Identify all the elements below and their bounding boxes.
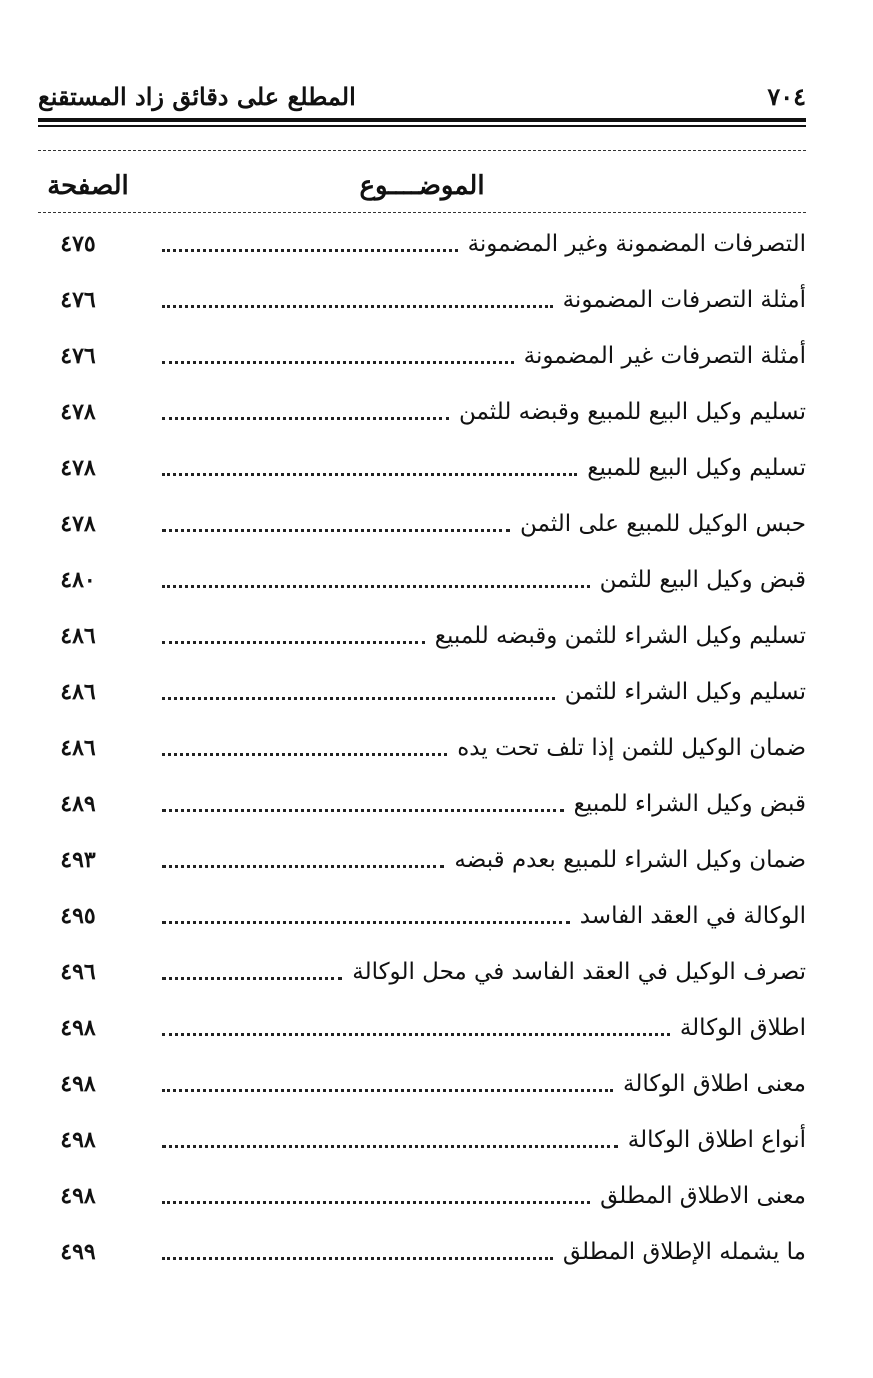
toc-entry (38, 552, 806, 608)
toc-entry-page: ٤٧٦ (60, 343, 96, 369)
dot-leader (162, 1257, 553, 1260)
toc-entry-title: أمثلة التصرفات غير المضمونة (523, 343, 806, 369)
dot-leader (162, 977, 342, 980)
dot-leader (162, 1089, 613, 1092)
toc-entry-page: ٤٩٣ (60, 847, 96, 873)
dot-leader (162, 585, 590, 588)
toc-entry-title: ضمان الوكيل للثمن إذا تلف تحت يده (457, 735, 806, 761)
dot-leader (162, 921, 570, 924)
toc-entry-page: ٤٨٦ (60, 735, 96, 761)
dot-leader (162, 361, 514, 364)
dot-leader (162, 809, 564, 812)
book-title: المطلع على دقائق زاد المستقنع (38, 82, 356, 111)
columns-rule-bottom (38, 212, 806, 213)
toc-entry-title: معنى اطلاق الوكالة (623, 1071, 806, 1097)
toc-entry-title: معنى الاطلاق المطلق (600, 1183, 806, 1209)
toc-entry-page: ٤٨٠ (60, 567, 96, 593)
toc-entry-title: تسليم وكيل البيع للمبيع (587, 455, 806, 481)
toc-entry (38, 328, 806, 384)
dot-leader (162, 305, 553, 308)
toc-entry-title: ضمان وكيل الشراء للمبيع بعدم قبضه (454, 847, 806, 873)
page-number: ٧٠٤ (767, 82, 806, 111)
toc-entry-page: ٤٩٩ (60, 1239, 96, 1265)
toc-entry-title: أمثلة التصرفات المضمونة (562, 287, 806, 313)
toc-entry-title: اطلاق الوكالة (679, 1015, 806, 1041)
dot-leader (162, 641, 425, 644)
column-header-page: الصفحة (47, 171, 129, 201)
toc-entry-page: ٤٧٨ (60, 455, 96, 481)
dot-leader (162, 529, 510, 532)
toc-entry-page: ٤٩٦ (60, 959, 96, 985)
dot-leader (162, 417, 449, 420)
toc-entry (38, 1000, 806, 1056)
toc-entry-page: ٤٨٦ (60, 679, 96, 705)
toc-entry (38, 384, 806, 440)
dot-leader (162, 865, 444, 868)
toc-entry-page: ٤٨٩ (60, 791, 96, 817)
toc-entry (38, 272, 806, 328)
toc-entry-title: تسليم وكيل الشراء للثمن (564, 679, 806, 705)
toc-entry-title: تسليم وكيل البيع للمبيع وقبضه للثمن (459, 399, 806, 425)
toc-entry-title: الوكالة في العقد الفاسد (579, 903, 806, 929)
toc-entry-page: ٤٧٨ (60, 399, 96, 425)
dot-leader (162, 753, 447, 756)
header-rule-thick (38, 118, 806, 122)
toc-entry-title: قبض وكيل البيع للثمن (599, 567, 806, 593)
toc-entry-title: قبض وكيل الشراء للمبيع (573, 791, 806, 817)
toc-entry-title: تسليم وكيل الشراء للثمن وقبضه للمبيع (434, 623, 806, 649)
toc-entry (38, 720, 806, 776)
toc-entry (38, 944, 806, 1000)
toc-entry-title: التصرفات المضمونة وغير المضمونة (467, 231, 806, 257)
toc-entry (38, 888, 806, 944)
toc-entry-page: ٤٧٦ (60, 287, 96, 313)
toc-entry-title: تصرف الوكيل في العقد الفاسد في محل الوكالة (352, 959, 806, 985)
toc-entry-title: أنواع اطلاق الوكالة (627, 1127, 806, 1153)
toc-entry-page: ٤٩٨ (60, 1183, 96, 1209)
toc-entry (38, 608, 806, 664)
toc-entry-page: ٤٧٨ (60, 511, 96, 537)
column-header-topic: الموضــــوع (359, 171, 485, 201)
dot-leader (162, 249, 458, 252)
dot-leader (162, 1145, 618, 1148)
dot-leader (162, 1201, 590, 1204)
dot-leader (162, 697, 555, 700)
toc-entry (38, 440, 806, 496)
toc-entry-page: ٤٨٦ (60, 623, 96, 649)
toc-entry (38, 664, 806, 720)
dot-leader (162, 473, 577, 476)
dot-leader (162, 1033, 670, 1036)
toc-entry-page: ٤٩٥ (60, 903, 96, 929)
toc-entry-title: ما يشمله الإطلاق المطلق (562, 1239, 806, 1265)
header-rule-thin (38, 125, 806, 127)
toc-entry (38, 496, 806, 552)
toc-entry (38, 216, 806, 272)
toc-entry-page: ٤٩٨ (60, 1127, 96, 1153)
toc-entry-title: حبس الوكيل للمبيع على الثمن (519, 511, 806, 537)
toc-entry (38, 1168, 806, 1224)
toc-entry (38, 1112, 806, 1168)
running-header (38, 80, 806, 114)
toc-entry-page: ٤٩٨ (60, 1071, 96, 1097)
toc-entry (38, 1224, 806, 1280)
columns-rule-top (38, 150, 806, 151)
toc-entry (38, 832, 806, 888)
toc-entry (38, 776, 806, 832)
column-headers (38, 166, 806, 206)
toc-entries (38, 216, 806, 1280)
toc-entry-page: ٤٧٥ (60, 231, 96, 257)
toc-entry (38, 1056, 806, 1112)
toc-entry-page: ٤٩٨ (60, 1015, 96, 1041)
